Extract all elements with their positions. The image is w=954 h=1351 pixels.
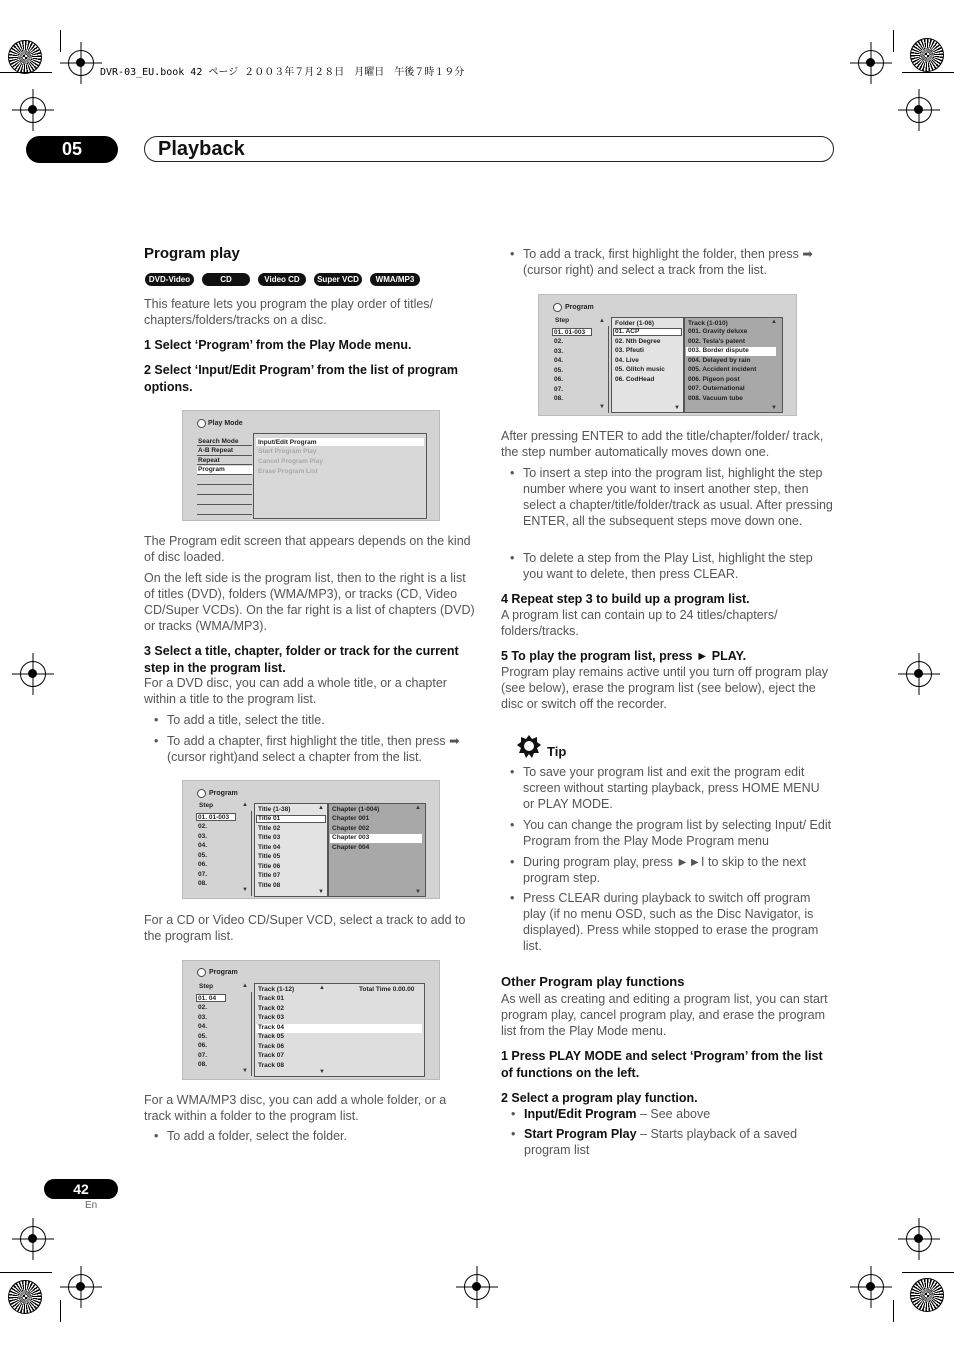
tip-skip-step: • During program play, press ►►I to skip to the next program step. xyxy=(523,854,835,886)
badge-video-cd: Video CD xyxy=(258,273,306,286)
title-row[interactable]: Title 08 xyxy=(258,882,281,889)
crop-mark xyxy=(60,1300,61,1322)
page-number: 42 xyxy=(44,1179,118,1199)
step-row[interactable]: 06. xyxy=(198,1042,208,1049)
menu-divider xyxy=(197,464,252,465)
track-row[interactable]: Track 04 xyxy=(258,1024,285,1031)
step-5: 5 To play the program list, press ► PLAY. xyxy=(501,649,747,663)
folder-row[interactable]: 04. Live xyxy=(615,357,639,364)
chapter-row[interactable]: Chapter 004 xyxy=(332,844,370,851)
option-erase-program-list[interactable]: Erase Program List xyxy=(258,468,318,475)
tip-save-list: • To save your program list and exit the program edit screen without starting playback, press HOME MENU or PLAY MODE. xyxy=(523,764,833,812)
function-start-program-play xyxy=(524,1126,824,1158)
track-pane xyxy=(254,983,425,1077)
crosshair-right-upper xyxy=(906,97,932,123)
scroll-up-icon[interactable]: ▲ xyxy=(242,983,248,989)
step-1: 1 Select ‘Program’ from the Play Mode menu. xyxy=(144,338,412,352)
scroll-up-icon[interactable]: ▲ xyxy=(242,802,248,808)
step-row[interactable]: 04. xyxy=(198,1023,208,1030)
play-mode-screen xyxy=(182,410,440,521)
disc-icon xyxy=(197,789,206,798)
crosshair-right-middle xyxy=(906,661,932,687)
track-row[interactable]: Track 03 xyxy=(258,1014,285,1021)
crop-mark xyxy=(893,1300,894,1322)
registration-burst-top-left xyxy=(8,40,42,74)
other-functions-text: As well as creating and editing a program list, you can start program play, cancel program play, and erase the program list from the Play Mode menu. xyxy=(501,992,828,1038)
step-row[interactable]: 06. xyxy=(198,861,208,868)
chapter-number: 05 xyxy=(26,136,118,163)
intro-text: This feature lets you program the play order of titles/ chapters/folders/tracks on a disc. xyxy=(144,297,434,327)
function-desc: – See above xyxy=(636,1107,711,1121)
option-input-edit-program[interactable]: Input/Edit Program xyxy=(258,439,317,446)
track-row[interactable]: 002. Tesla's patent xyxy=(688,338,746,345)
crosshair-left-lower xyxy=(20,1226,46,1252)
function-name: Start Program Play xyxy=(524,1127,637,1141)
track-row[interactable]: Track 07 xyxy=(258,1052,285,1059)
scroll-down-icon[interactable]: ▼ xyxy=(771,405,777,411)
step-row[interactable]: 02. xyxy=(554,338,564,345)
scroll-down-icon[interactable]: ▼ xyxy=(242,1068,248,1074)
step-row[interactable]: 03. xyxy=(554,348,564,355)
chapter-row[interactable]: Chapter 001 xyxy=(332,815,370,822)
scroll-down-icon[interactable]: ▼ xyxy=(242,887,248,893)
step-pane xyxy=(195,992,252,1076)
track-row[interactable]: 006. Pigeon post xyxy=(688,376,740,383)
step-2: 2 Select ‘Input/Edit Program’ from the list of program options. xyxy=(144,363,458,394)
other-step-2: 2 Select a program play function. xyxy=(501,1091,698,1105)
title-row[interactable]: Title 03 xyxy=(258,834,281,841)
folder-row[interactable]: 01. ACP xyxy=(615,328,640,335)
step-3: 3 Select a title, chapter, folder or track for the current step in the program list. xyxy=(144,644,459,675)
scroll-down-icon[interactable]: ▼ xyxy=(599,404,605,410)
step-row[interactable]: 07. xyxy=(554,386,564,393)
bullet-add-folder: • To add a folder, select the folder. xyxy=(167,1128,477,1144)
step-row[interactable]: 08. xyxy=(198,1061,208,1068)
badge-dvd-video: DVD-Video xyxy=(145,273,194,286)
section-heading: Program play xyxy=(144,245,240,262)
step-row[interactable]: 07. xyxy=(198,1052,208,1059)
track-row[interactable]: 007. Outernational xyxy=(688,385,745,392)
crop-mark xyxy=(0,1272,52,1273)
menu-divider xyxy=(197,484,252,485)
wma-text: For a WMA/MP3 disc, you can add a whole folder, or a track within a folder to the program list. xyxy=(144,1093,447,1123)
chapter-title-bar xyxy=(144,136,834,162)
screen-title: Program xyxy=(209,790,238,797)
function-desc: – Starts playback of a saved program list xyxy=(524,1127,798,1157)
step-pane xyxy=(195,811,252,896)
crop-mark xyxy=(902,72,954,73)
other-functions-heading: Other Program play functions xyxy=(501,974,685,989)
step-row[interactable]: 04. xyxy=(554,357,564,364)
title-header: Title (1-38) xyxy=(258,806,291,813)
menu-item-ab-repeat[interactable]: A-B Repeat xyxy=(198,447,234,454)
cd-program-screen xyxy=(182,960,440,1080)
track-row[interactable]: 003. Border dispute xyxy=(688,347,749,354)
track-row[interactable]: Track 08 xyxy=(258,1062,285,1069)
left-side-text: On the left side is the program list, then to the right is a list of titles (DVD), folders (WMA/MP3), or tracks (CD, Video CD/Super VCDs). On the far right is a list of chapters (DVD) or tracks (WMA/MP3). xyxy=(144,571,475,633)
tip-change-list: • You can change the program list by selecting Input/ Edit Program from the Play Mode Program menu xyxy=(523,817,835,849)
step-3-text: For a DVD disc, you can add a whole title, or a chapter within a title to the program list. xyxy=(144,676,447,706)
chapter-pane xyxy=(328,803,426,897)
step-5-text: Program play remains active until you turn off program play (see below), erase the program list (see below), eject the disc or switch off the recorder. xyxy=(501,665,829,711)
disc-icon xyxy=(197,968,206,977)
book-info: DVR-03_EU.book 42 ページ ２００３年７月２８日 月曜日 午後７時１９分 xyxy=(100,67,465,78)
screen-title: Program xyxy=(565,304,594,311)
tip-label: Tip xyxy=(547,744,567,759)
language-code: En xyxy=(85,1200,98,1211)
folder-row[interactable]: 05. Glitch music xyxy=(615,366,665,373)
bullet-insert-step: • To insert a step into the program list, highlight the step number where you want to insert another step, then select a chapter/title/folder/track as usual. After pressing ENTER, all the subsequent steps move down one. xyxy=(523,465,835,529)
option-cancel-program-play[interactable]: Cancel Program Play xyxy=(258,458,324,465)
after-enter-text: After pressing ENTER to add the title/chapter/folder/ track, the step number automatically moves down one. xyxy=(501,429,824,459)
folder-header: Folder (1-06) xyxy=(615,320,655,327)
step-row[interactable]: 01. 01-003 xyxy=(198,814,230,821)
crop-mark xyxy=(60,30,61,52)
option-start-program-play[interactable]: Start Program Play xyxy=(258,448,317,455)
step-row[interactable]: 03. xyxy=(198,1014,208,1021)
bullet-add-chapter: • To add a chapter, first highlight the title, then press ➡ (cursor right)and select a chapter from the list. xyxy=(167,733,475,765)
menu-item-repeat[interactable]: Repeat xyxy=(198,457,220,464)
crosshair-left-upper xyxy=(20,97,46,123)
crosshair-top-left xyxy=(68,50,94,76)
tip-clear: • Press CLEAR during playback to switch off program play (if no menu OSD, such as the Disc Navigator, is displayed). Press while stopped to erase the program list. xyxy=(523,890,835,954)
crop-mark xyxy=(893,30,894,52)
disc-icon xyxy=(553,303,562,312)
step-row[interactable]: 02. xyxy=(198,1004,208,1011)
screen-title: Play Mode xyxy=(208,420,243,427)
track-row[interactable]: Track 02 xyxy=(258,1005,285,1012)
scroll-down-icon[interactable]: ▼ xyxy=(318,889,324,895)
step-header: Step xyxy=(199,983,214,990)
crop-mark xyxy=(0,72,52,73)
crosshair-top-right xyxy=(858,50,884,76)
step-header: Step xyxy=(555,317,570,324)
screen-title: Program xyxy=(209,969,238,976)
disc-icon xyxy=(197,419,206,428)
scroll-up-icon[interactable]: ▲ xyxy=(319,985,325,991)
step-row[interactable]: 06. xyxy=(554,376,564,383)
step-row[interactable]: 02. xyxy=(198,823,208,830)
crop-mark xyxy=(902,1272,954,1273)
title-row[interactable]: Title 05 xyxy=(258,853,281,860)
step-pane xyxy=(551,326,609,413)
options-pane xyxy=(253,433,427,519)
track-header: Track (1-010) xyxy=(688,320,728,327)
scroll-up-icon[interactable]: ▲ xyxy=(771,319,777,325)
step-row[interactable]: 05. xyxy=(198,1033,208,1040)
total-time: Total Time 0.00.00 xyxy=(359,986,415,993)
cd-text: For a CD or Video CD/Super VCD, select a track to add to the program list. xyxy=(144,913,466,943)
registration-burst-bottom-left xyxy=(8,1280,42,1314)
badge-wma-mp3: WMA/MP3 xyxy=(370,273,420,286)
bullet-add-title: • To add a title, select the title. xyxy=(167,712,477,728)
menu-divider xyxy=(197,494,252,495)
badge-super-vcd: Super VCD xyxy=(314,273,362,286)
track-pane xyxy=(684,317,783,413)
title-row[interactable]: Title 07 xyxy=(258,872,281,879)
track-row[interactable]: Track 05 xyxy=(258,1033,285,1040)
folder-row[interactable]: 02. Nth Degree xyxy=(615,338,661,345)
wma-program-screen xyxy=(538,294,797,416)
bullet-add-track: • To add a track, first highlight the folder, then press ➡ (cursor right) and select a track from the list. xyxy=(523,246,835,278)
step-row[interactable]: 03. xyxy=(198,833,208,840)
title-row[interactable]: Title 06 xyxy=(258,863,281,870)
tip-icon xyxy=(516,734,542,760)
title-row[interactable]: Title 02 xyxy=(258,825,281,832)
chapter-row[interactable]: Chapter 002 xyxy=(332,825,370,832)
track-row[interactable]: 004. Delayed by rain xyxy=(688,357,751,364)
step-row[interactable]: 01. 01-003 xyxy=(554,329,586,336)
function-name: Input/Edit Program xyxy=(524,1107,637,1121)
scroll-down-icon[interactable]: ▼ xyxy=(319,1069,325,1075)
edit-screen-text: The Program edit screen that appears depends on the kind of disc loaded. xyxy=(144,534,471,564)
step-row[interactable]: 04. xyxy=(198,842,208,849)
title-row[interactable]: Title 04 xyxy=(258,844,281,851)
scroll-down-icon[interactable]: ▼ xyxy=(674,405,680,411)
title-pane xyxy=(254,803,328,897)
step-4-text: A program list can contain up to 24 titles/chapters/ folders/tracks. xyxy=(501,608,778,638)
track-row[interactable]: Track 06 xyxy=(258,1043,285,1050)
registration-burst-top-right xyxy=(910,38,944,72)
menu-divider xyxy=(197,445,252,446)
menu-pane xyxy=(197,433,254,517)
menu-item-program[interactable]: Program xyxy=(198,466,225,473)
track-row[interactable]: Track 01 xyxy=(258,995,285,1002)
step-row[interactable]: 05. xyxy=(554,367,564,374)
chapter-header: Chapter (1-004) xyxy=(332,806,380,813)
menu-divider xyxy=(197,514,252,515)
dvd-program-screen xyxy=(182,780,440,899)
scroll-up-icon[interactable]: ▲ xyxy=(599,318,605,324)
step-row[interactable]: 08. xyxy=(554,395,564,402)
track-row[interactable]: 005. Accident incident xyxy=(688,366,757,373)
crosshair-bottom-center xyxy=(464,1274,490,1300)
badge-cd: CD xyxy=(202,273,250,286)
crosshair-bottom-right xyxy=(858,1274,884,1300)
step-header: Step xyxy=(199,802,214,809)
track-header: Track (1-12) xyxy=(258,986,295,993)
step-4: 4 Repeat step 3 to build up a program list. xyxy=(501,592,750,606)
menu-divider xyxy=(197,455,252,456)
track-row[interactable]: 008. Vacuum tube xyxy=(688,395,743,402)
folder-row[interactable]: 03. Pfeuti xyxy=(615,347,644,354)
step-row[interactable]: 05. xyxy=(198,852,208,859)
menu-divider xyxy=(197,474,252,475)
scroll-down-icon[interactable]: ▼ xyxy=(415,889,421,895)
chapter-title: Playback xyxy=(158,138,245,160)
crosshair-left-middle xyxy=(20,661,46,687)
step-row[interactable]: 01. 04 xyxy=(198,995,217,1002)
step-row[interactable]: 07. xyxy=(198,871,208,878)
track-row[interactable]: 001. Gravity deluxe xyxy=(688,328,748,335)
scroll-up-icon[interactable]: ▲ xyxy=(318,805,324,811)
title-row[interactable]: Title 01 xyxy=(258,815,281,822)
crosshair-right-lower xyxy=(906,1226,932,1252)
menu-divider xyxy=(197,504,252,505)
registration-burst-bottom-right xyxy=(910,1278,944,1312)
folder-row[interactable]: 06. CodHead xyxy=(615,376,655,383)
chapter-row[interactable]: Chapter 003 xyxy=(332,834,370,841)
scroll-up-icon[interactable]: ▲ xyxy=(415,805,421,811)
crosshair-bottom-left xyxy=(68,1274,94,1300)
other-step-1: 1 Press PLAY MODE and select ‘Program’ from the list of functions on the left. xyxy=(501,1049,823,1080)
bullet-delete-step: • To delete a step from the Play List, highlight the step you want to delete, then press CLEAR. xyxy=(523,550,835,582)
function-input-edit xyxy=(524,1106,834,1122)
folder-pane xyxy=(611,317,684,413)
step-row[interactable]: 08. xyxy=(198,880,208,887)
menu-item-search-mode[interactable]: Search Mode xyxy=(198,438,239,445)
